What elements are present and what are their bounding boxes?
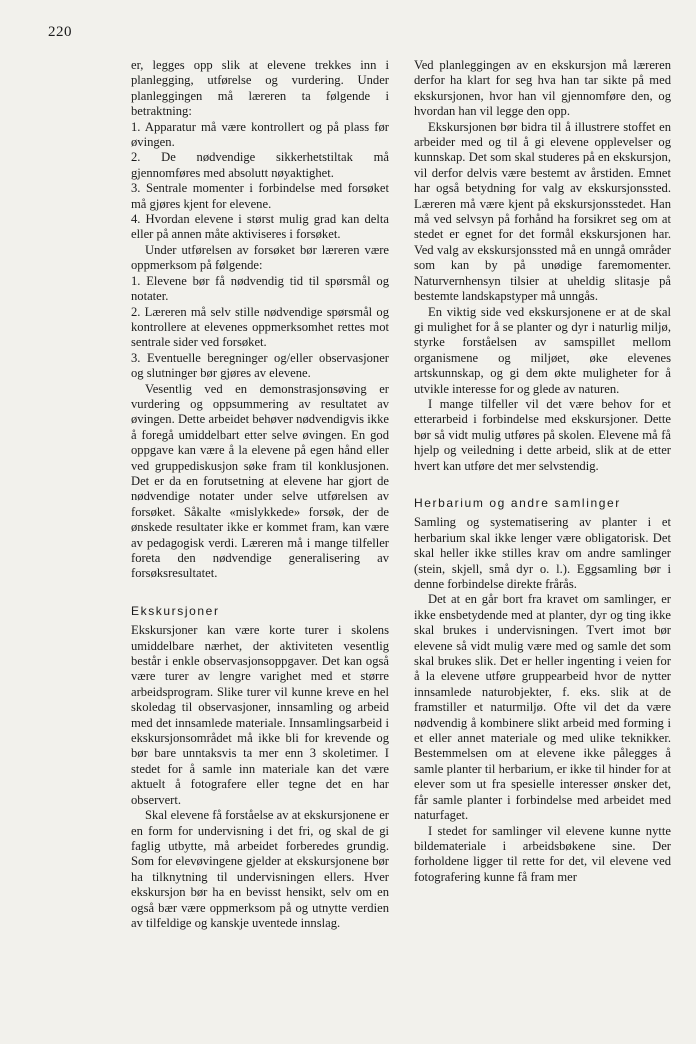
left-column <box>131 58 389 931</box>
section-heading-herbarium: Herbarium og andre samlinger <box>414 495 621 510</box>
paragraph: I stedet for samlinger vil elevene kunne nytte bildemateriale i arbeidsbøkene sine. Der forholdene ligger til rette for det, vil elevene ved fotografering kunne få fram mer <box>414 823 671 884</box>
list-item: 3. Sentrale momenter i forbindelse med forsøket må gjøres kjent for elevene. <box>131 181 389 211</box>
page-number: 220 <box>48 24 72 40</box>
paragraph: er, legges opp slik at elevene trekkes inn i planlegging, utførelse og vurdering. Under planleggingen må læreren ta følgende i betraktning: <box>131 58 389 119</box>
paragraph: Det at en går bort fra kravet om samlinger, er ikke ensbetydende med at planter, dyr og ting ikke skal brukes i undervisningen. Tvert imot bør elevene så vidt mulig være med og samle det som skal brukes slik. Det er heller ingenting i veien for å la elevene utføre gruppearbeid hvor de nytter innsamlede naturobjekter, f. eks. slik at de framstiller et naturmiljø. Ofte vil det da være nødvendig å kombinere slikt arbeid med forming i et eller annet materiale og med ulike teknikker. Bestemmelsen om at elevene ikke pålegges å samle planter til herbarium, er ikke til hinder for at elever som ut fra spesielle interesser ønsker det, får samle planter i forbindelse med arbeidet med naturfaget. <box>414 592 671 823</box>
list-item: 1. Apparatur må være kontrollert og på plass før øvingen. <box>131 119 389 150</box>
paragraph: Samling og systematisering av planter i et herbarium skal ikke lenger være obligatorisk. Det skal heller ikke stilles krav om andre samlinger (stein, skjell, små dyr o. l.). Eggsamling bør i denne forbindelse direkte frårås. <box>414 515 671 591</box>
paragraph: Vesentlig ved en demonstrasjonsøving er vurdering og oppsummering av resultatet av øvingen. Dette arbeidet behøver nødvendigvis ikke å foregå umiddelbart etter selve øvingen. En god oppgave kan være å la elevene på egen hånd eller ved gruppediskusjon søke fram til konklusjonen. Det er da en forutsetning at elevene har gjort de nødvendige notater under selve utførelsen av forsøket. Såkalte «mislykkede» forsøk, der de ønskede resultater ikke er kommet fram, kan være av pedagogisk verdi. Læreren må i mange tilfeller foreta den nødvendige generalisering av forsøksresultatet. <box>131 381 389 581</box>
right-column <box>414 58 671 885</box>
paragraph: Ekskursjoner kan være korte turer i skolens umiddelbare nærhet, der aktiviteten vesentlig består i enkle observasjonsoppgaver. Det kan også være turer av lengre varighet med et større arbeidsprogram. Slike turer vil kunne kreve en hel skoledag til observasjoner, innsamling og arbeid med det innsamlede materiale. Innsamlingsarbeid i ekskursjonsområdet må ikke bli for krevende og bør bare unntaksvis ta mer enn 3 skoletimer. I stedet for å samle inn materiale kan det være aktuelt å fotografere eller tegne det en har observert. <box>131 623 389 807</box>
paragraph: Skal elevene få forståelse av at ekskursjonene er en form for undervisning i det fri, og skal de gi faglig utbytte, må arbeidet forberedes grundig. Som for elevøvingene gjelder at ekskursjonene bør ha tilknytning til undervisningen ellers. Hver ekskursjon bør ha en bevisst hensikt, selv om en også bær være oppmerksom på og utnytte verdien av tilfeldige og kanskje uventede innslag. <box>131 808 389 930</box>
paragraph: I mange tilfeller vil det være behov for et etterarbeid i forbindelse med ekskursjoner. Dette bør så vidt mulig utføres på skolen. Elevene må få hjelp og veiledning i dette arbeid, slik at de etter hvert kan utføre det mer selvstendig. <box>414 396 671 473</box>
list-item: 3. Eventuelle beregninger og/eller observasjoner og slutninger bør gjøres av elevene. <box>131 350 389 381</box>
list-item: 2. De nødvendige sikkerhetstiltak må gjennomføres med absolutt nøyaktighet. <box>131 150 389 180</box>
section-heading-ekskursjoner: Ekskursjoner <box>131 603 220 618</box>
paragraph: Ved planleggingen av en ekskursjon må læreren derfor ha klart for seg hva han tar sikte på med ekskursjonen, hvor han vil gjennomføre den, og hvordan han vil legge den opp. <box>414 58 671 119</box>
list-item: 1. Elevene bør få nødvendig tid til spørsmål og notater. <box>131 273 389 304</box>
paragraph: Under utførelsen av forsøket bør læreren være oppmerksom på følgende: <box>131 242 389 273</box>
paragraph: Ekskursjonen bør bidra til å illustrere stoffet en arbeider med og til å gi elevene opplevelser og kunnskap. Det som skal studeres på en ekskursjon, vil derfor delvis være bestemt av årstiden. Emnet har også betydning for valg av ekskursjonssted. Læreren må være kjent på ekskursjonsstedet. Han må ved selvsyn på forhånd ha forsikret seg om at stedet er egnet for det formål ekskursjonen har. Ved valg av ekskursjonssted må en unngå områder som kan by på unødige faremomenter. Naturvernhensyn tilsier at uheldig slitasje på bestemte landskapstyper må unngås. <box>414 119 671 304</box>
paragraph: En viktig side ved ekskursjonene er at de skal gi mulighet for å se planter og dyr i naturlig miljø, styrke forståelsen av samspillet mellom organismene og miljøet, øke elevenes artskunnskap, og gi dem økte muligheter for å utvikle interesse for og glede av naturen. <box>414 304 671 396</box>
list-item: 4. Hvordan elevene i størst mulig grad kan delta eller på annen måte aktiviseres i forsøket. <box>131 212 389 242</box>
list-item: 2. Læreren må selv stille nødvendige spørsmål og kontrollere at elevenes oppmerksomhet rettes mot sentrale sider ved forsøket. <box>131 304 389 350</box>
